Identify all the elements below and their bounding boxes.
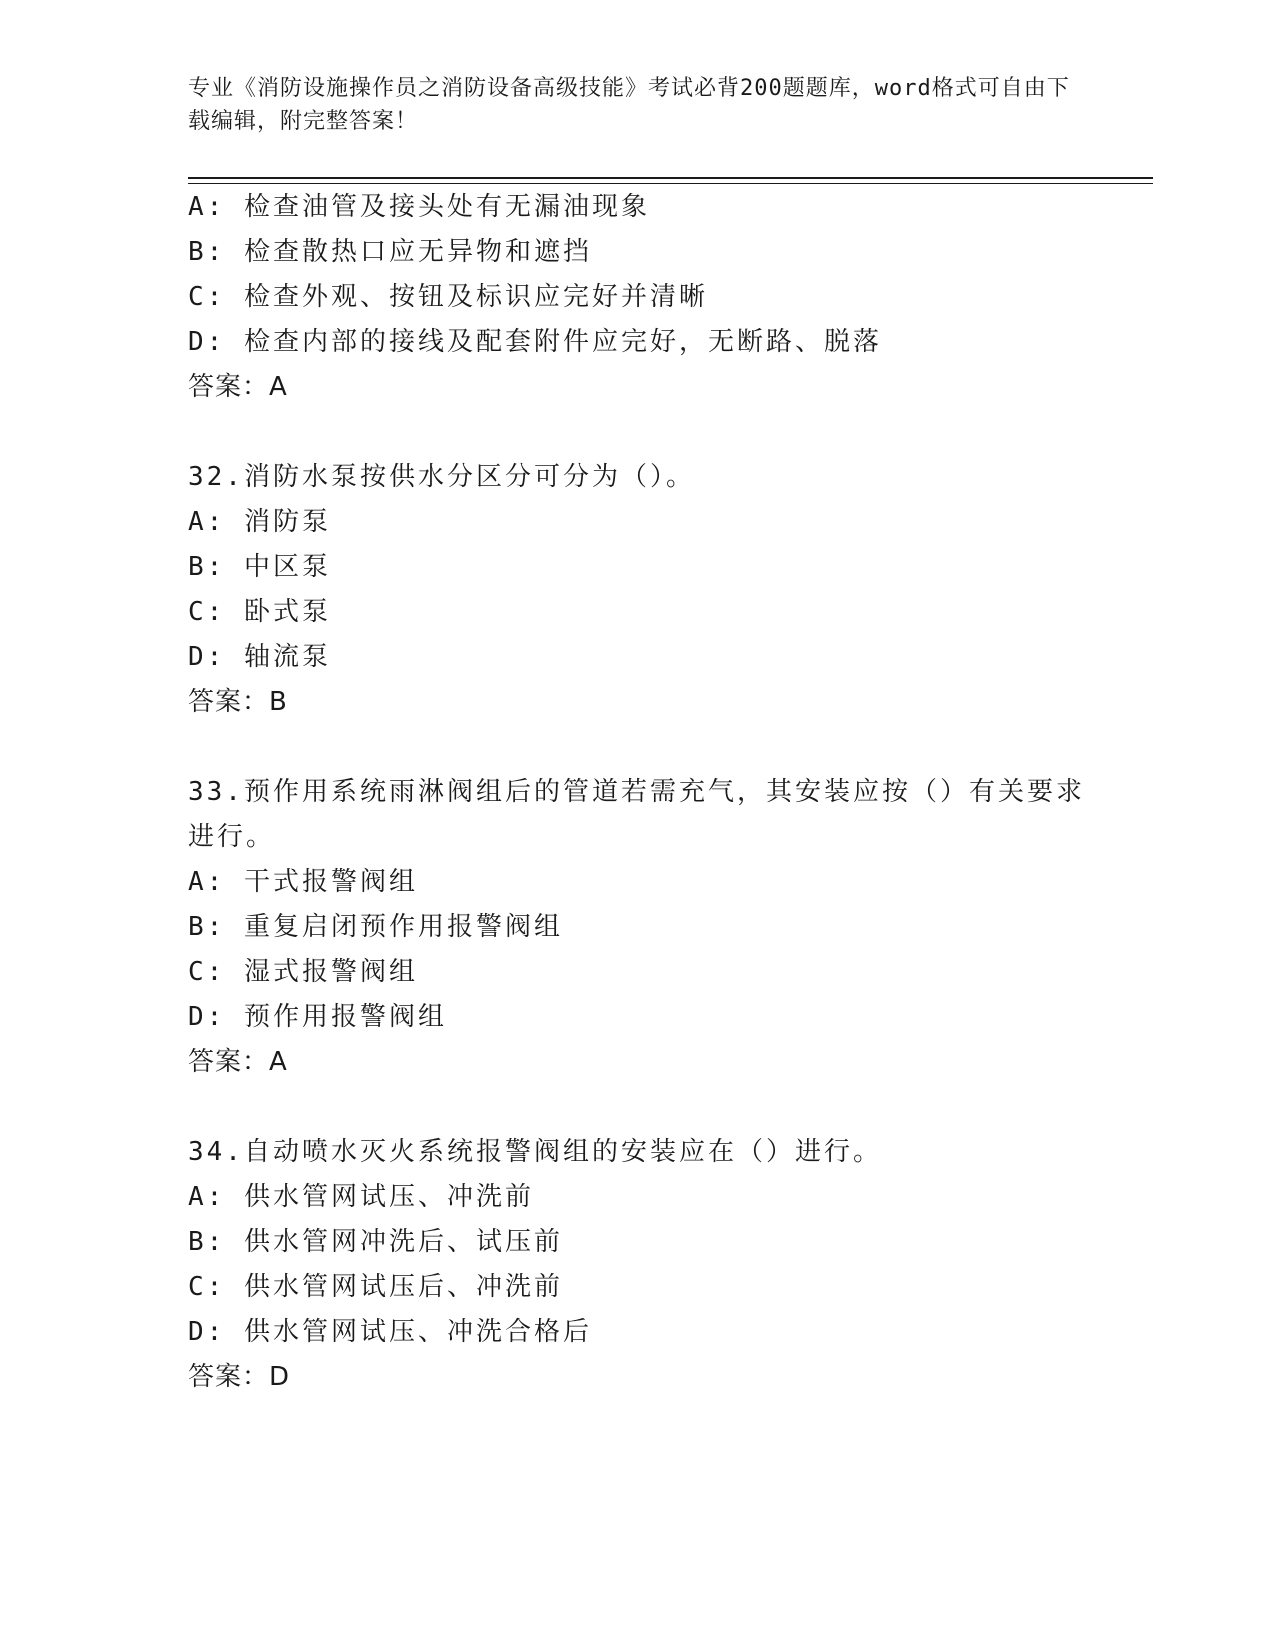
q34-option-b: B: 供水管网冲洗后、试压前 bbox=[188, 1227, 563, 1257]
header-rule-thick bbox=[188, 177, 1153, 179]
q34-option-c: C: 供水管网试压后、冲洗前 bbox=[188, 1272, 563, 1302]
q32-option-d: D: 轴流泵 bbox=[188, 642, 331, 672]
q33-stem-line1: 33.预作用系统雨淋阀组后的管道若需充气，其安装应按（）有关要求 bbox=[188, 777, 1085, 807]
q33-option-b: B: 重复启闭预作用报警阀组 bbox=[188, 912, 563, 942]
q34-stem: 34.自动喷水灭火系统报警阀组的安装应在（）进行。 bbox=[188, 1137, 882, 1167]
q33-option-c: C: 湿式报警阀组 bbox=[188, 957, 418, 987]
q32-option-b: B: 中区泵 bbox=[188, 552, 331, 582]
q32-stem: 32.消防水泵按供水分区分可分为（）。 bbox=[188, 462, 695, 492]
document-header: 专业《消防设施操作员之消防设备高级技能》考试必背200题题库，word格式可自由下载编辑，附完整答案！ bbox=[188, 76, 1070, 134]
q34-answer: 答案：D bbox=[188, 1362, 291, 1392]
q33-option-d: D: 预作用报警阀组 bbox=[188, 1002, 447, 1032]
q32-option-a: A: 消防泵 bbox=[188, 507, 331, 537]
header-rule-thin bbox=[188, 183, 1153, 184]
q34-option-d: D: 供水管网试压、冲洗合格后 bbox=[188, 1317, 592, 1347]
prev-option-b: B: 检查散热口应无异物和遮挡 bbox=[188, 237, 592, 267]
q33-answer: 答案：A bbox=[188, 1047, 288, 1077]
q32-option-c: C: 卧式泵 bbox=[188, 597, 331, 627]
prev-answer: 答案：A bbox=[188, 372, 288, 402]
prev-option-a: A: 检查油管及接头处有无漏油现象 bbox=[188, 192, 650, 222]
prev-option-d: D: 检查内部的接线及配套附件应完好，无断路、脱落 bbox=[188, 327, 882, 357]
q33-stem-line2: 进行。 bbox=[188, 822, 276, 852]
prev-option-c: C: 检查外观、按钮及标识应完好并清晰 bbox=[188, 282, 708, 312]
q33-option-a: A: 干式报警阀组 bbox=[188, 867, 418, 897]
q32-answer: 答案：B bbox=[188, 687, 288, 717]
q34-option-a: A: 供水管网试压、冲洗前 bbox=[188, 1182, 534, 1212]
